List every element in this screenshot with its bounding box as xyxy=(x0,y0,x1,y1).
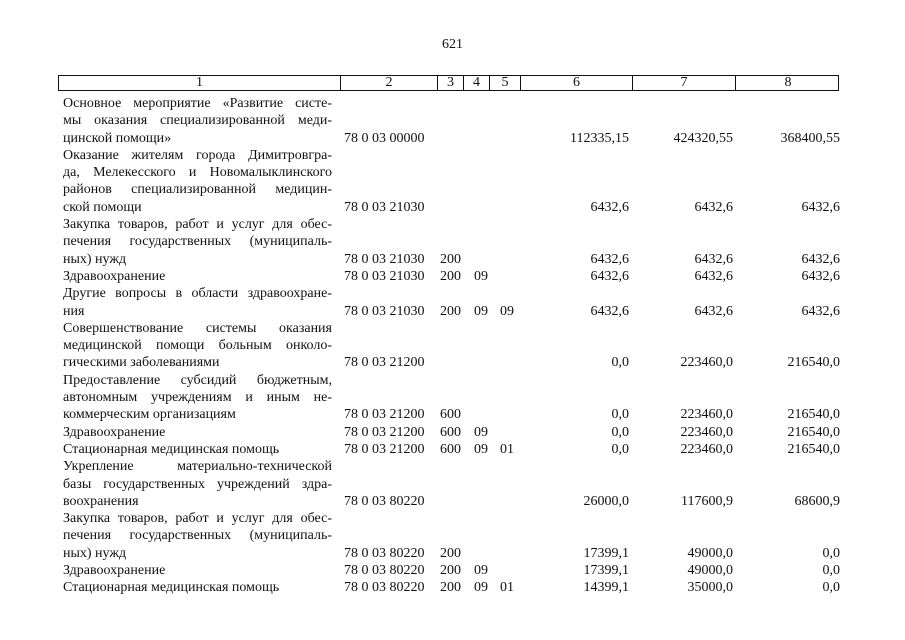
table-row xyxy=(0,441,905,458)
row-col-3: 200 xyxy=(440,268,461,284)
row-value-7: 6432,6 xyxy=(694,199,733,215)
row-col-3: 200 xyxy=(440,580,461,596)
row-name-line: Здравоохранение xyxy=(63,268,166,284)
row-col-3: 200 xyxy=(440,545,461,561)
row-value-7: 117600,9 xyxy=(681,493,733,509)
header-col-5: 5 xyxy=(490,76,521,90)
row-name-line: печения государственных (муниципаль- xyxy=(63,528,332,544)
row-value-8: 6432,6 xyxy=(801,199,840,215)
row-code: 78 0 03 80220 xyxy=(344,580,425,596)
row-name-line: да, Мелекесского и Новомалыклинского xyxy=(63,165,332,181)
row-value-8: 216540,0 xyxy=(787,355,840,371)
row-name-line: гическими заболеваниями xyxy=(63,355,220,371)
row-col-3: 600 xyxy=(440,424,461,440)
row-name xyxy=(63,268,332,285)
row-value-8: 216540,0 xyxy=(787,407,840,423)
row-code: 78 0 03 80220 xyxy=(344,545,425,561)
row-name-line: ных) нужд xyxy=(63,545,127,561)
row-value-6: 0,0 xyxy=(611,355,629,371)
row-col-4: 09 xyxy=(474,580,488,596)
row-name-line: Здравоохранение xyxy=(63,424,166,440)
row-col-4: 09 xyxy=(474,268,488,284)
row-name xyxy=(63,285,332,320)
header-col-2: 2 xyxy=(341,76,438,90)
row-name-line: ных) нужд xyxy=(63,251,127,267)
header-col-8: 8 xyxy=(784,75,792,90)
row-value-7: 49000,0 xyxy=(687,563,733,579)
row-value-8: 0,0 xyxy=(822,545,840,561)
row-name-line: Совершенствование системы оказания xyxy=(63,320,332,336)
row-value-6: 6432,6 xyxy=(590,268,629,284)
header-col-1: 1 xyxy=(59,76,341,90)
table-row xyxy=(0,510,905,562)
table-row xyxy=(0,95,905,147)
row-name xyxy=(63,579,332,596)
row-code: 78 0 03 21200 xyxy=(344,407,425,423)
row-name xyxy=(63,216,332,268)
table-header xyxy=(58,75,839,91)
row-col-4: 09 xyxy=(474,563,488,579)
row-value-7: 49000,0 xyxy=(687,545,733,561)
row-value-6: 6432,6 xyxy=(590,199,629,215)
row-value-6: 6432,6 xyxy=(590,303,629,319)
row-col-3: 600 xyxy=(440,441,461,457)
row-name-line: ния xyxy=(63,303,85,319)
row-code: 78 0 03 21030 xyxy=(344,303,425,319)
row-name-line: базы государственных учреждений здра- xyxy=(63,476,332,492)
row-col-3: 600 xyxy=(440,407,461,423)
row-col-4: 09 xyxy=(474,303,488,319)
row-value-8: 6432,6 xyxy=(801,303,840,319)
row-name xyxy=(63,562,332,579)
row-value-8: 368400,55 xyxy=(780,130,840,146)
row-code: 78 0 03 80220 xyxy=(344,563,425,579)
table-row xyxy=(0,216,905,268)
row-code: 78 0 03 21030 xyxy=(344,268,425,284)
row-value-6: 6432,6 xyxy=(590,251,629,267)
row-value-7: 35000,0 xyxy=(687,580,733,596)
row-value-6: 26000,0 xyxy=(583,493,629,509)
row-value-7: 6432,6 xyxy=(694,303,733,319)
row-name-line: Другие вопросы в области здравоохране- xyxy=(63,286,332,302)
row-name-line: Стационарная медицинская помощь xyxy=(63,580,280,596)
row-name xyxy=(63,372,332,424)
row-name-line: печения государственных (муниципаль- xyxy=(63,234,332,250)
row-col-3: 200 xyxy=(440,251,461,267)
table-row xyxy=(0,372,905,424)
row-name-line: районов специализированной медицин- xyxy=(63,182,332,198)
row-name xyxy=(63,95,332,147)
row-name-line: коммерческим организациям xyxy=(63,407,236,423)
table-body xyxy=(0,95,905,597)
table-row xyxy=(0,285,905,320)
row-value-7: 6432,6 xyxy=(694,268,733,284)
row-code: 78 0 03 80220 xyxy=(344,493,425,509)
table-row xyxy=(0,458,905,510)
row-name-line: медицинской помощи больным онколо- xyxy=(63,338,332,354)
row-name xyxy=(63,320,332,372)
row-value-6: 112335,15 xyxy=(570,130,629,146)
row-code: 78 0 03 21200 xyxy=(344,441,425,457)
row-value-8: 0,0 xyxy=(822,563,840,579)
row-name xyxy=(63,458,332,510)
row-value-6: 0,0 xyxy=(611,424,629,440)
row-value-8: 6432,6 xyxy=(801,251,840,267)
row-value-6: 0,0 xyxy=(611,441,629,457)
row-value-6: 17399,1 xyxy=(583,563,629,579)
row-col-5: 01 xyxy=(500,580,514,596)
row-col-3: 200 xyxy=(440,563,461,579)
row-value-7: 223460,0 xyxy=(680,407,733,423)
row-name-line: мы оказания специализированной меди- xyxy=(63,113,332,129)
row-name xyxy=(63,510,332,562)
row-name-line: Укрепление материально-технической xyxy=(63,459,332,475)
table-row xyxy=(0,562,905,579)
row-name xyxy=(63,147,332,216)
row-col-5: 01 xyxy=(500,441,514,457)
row-value-7: 223460,0 xyxy=(680,424,733,440)
row-name-line: Закупка товаров, работ и услуг для обес- xyxy=(63,217,332,233)
header-col-7: 7 xyxy=(633,76,736,90)
row-code: 78 0 03 21030 xyxy=(344,251,425,267)
row-col-4: 09 xyxy=(474,441,488,457)
table-row xyxy=(0,320,905,372)
row-code: 78 0 03 00000 xyxy=(344,130,425,146)
row-value-8: 0,0 xyxy=(822,580,840,596)
row-value-8: 6432,6 xyxy=(801,268,840,284)
row-name-line: Основное мероприятие «Развитие систе- xyxy=(63,96,332,111)
table-row xyxy=(0,147,905,216)
table-row xyxy=(0,579,905,596)
row-col-3: 200 xyxy=(440,303,461,319)
row-name xyxy=(63,441,332,458)
row-value-6: 0,0 xyxy=(611,407,629,423)
row-name-line: Стационарная медицинская помощь xyxy=(63,441,280,457)
row-name-line: ской помощи xyxy=(63,199,142,215)
row-value-7: 6432,6 xyxy=(694,251,733,267)
row-code: 78 0 03 21200 xyxy=(344,424,425,440)
row-value-6: 17399,1 xyxy=(583,545,629,561)
row-value-7: 223460,0 xyxy=(680,355,733,371)
row-name-line: воохранения xyxy=(63,493,139,509)
header-col-4: 4 xyxy=(464,76,490,90)
row-name-line: Здравоохранение xyxy=(63,563,166,579)
page-number: 621 xyxy=(442,37,463,52)
header-col-3: 3 xyxy=(438,76,464,90)
row-name-line: Предоставление субсидий бюджетным, xyxy=(63,372,332,388)
row-value-7: 223460,0 xyxy=(680,441,733,457)
row-col-4: 09 xyxy=(474,424,488,440)
row-name-line: Закупка товаров, работ и услуг для обес- xyxy=(63,511,332,527)
row-value-8: 68600,9 xyxy=(794,493,840,509)
row-name-line: цинской помощи» xyxy=(63,130,172,146)
row-name-line: автономным учреждениям и иным не- xyxy=(63,390,332,406)
header-col-6: 6 xyxy=(521,76,633,90)
row-value-8: 216540,0 xyxy=(787,424,840,440)
table-row xyxy=(0,268,905,285)
row-value-6: 14399,1 xyxy=(583,580,629,596)
row-name-line: Оказание жителям города Димитровгра- xyxy=(63,147,332,163)
row-value-7: 424320,55 xyxy=(673,130,733,146)
row-code: 78 0 03 21200 xyxy=(344,355,425,371)
row-col-5: 09 xyxy=(500,303,514,319)
table-row xyxy=(0,424,905,441)
row-value-8: 216540,0 xyxy=(787,441,840,457)
row-code: 78 0 03 21030 xyxy=(344,199,425,215)
row-name xyxy=(63,424,332,441)
